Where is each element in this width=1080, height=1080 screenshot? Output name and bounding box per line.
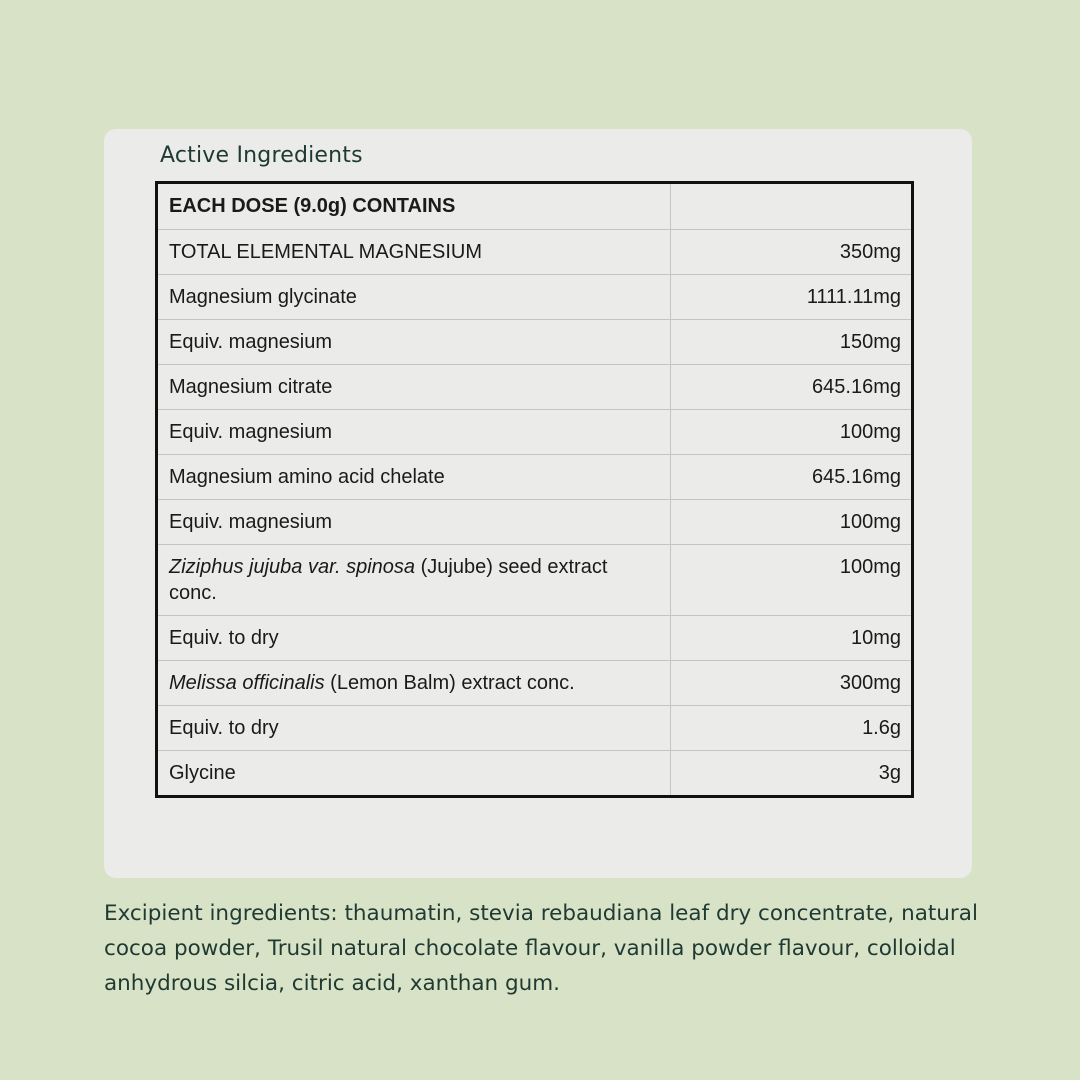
row-value: 100mg bbox=[670, 544, 911, 615]
table-row bbox=[158, 750, 911, 795]
row-label: Magnesium citrate bbox=[158, 364, 670, 409]
row-label: Equiv. to dry bbox=[158, 705, 670, 750]
ingredients-card bbox=[104, 129, 972, 878]
row-value: 1111.11mg bbox=[670, 274, 911, 319]
table-row bbox=[158, 705, 911, 750]
row-value: 150mg bbox=[670, 319, 911, 364]
table-row bbox=[158, 660, 911, 705]
row-label-italic: Melissa officinalis bbox=[169, 671, 325, 694]
row-value: 100mg bbox=[670, 409, 911, 454]
row-label: Equiv. magnesium bbox=[158, 409, 670, 454]
row-value: 645.16mg bbox=[670, 364, 911, 409]
row-label: Magnesium amino acid chelate bbox=[158, 454, 670, 499]
table-row bbox=[158, 274, 911, 319]
table-row bbox=[158, 364, 911, 409]
row-label-rest: (Jujube) seed extract conc. bbox=[169, 555, 608, 604]
row-value: 100mg bbox=[670, 499, 911, 544]
table-header-label: EACH DOSE (9.0g) CONTAINS bbox=[158, 184, 670, 229]
card-title: Active Ingredients bbox=[160, 143, 363, 168]
table-row bbox=[158, 454, 911, 499]
table-header-value bbox=[670, 184, 911, 229]
table-row bbox=[158, 319, 911, 364]
ingredients-table bbox=[155, 181, 914, 798]
row-label: Equiv. magnesium bbox=[158, 319, 670, 364]
row-value: 1.6g bbox=[670, 705, 911, 750]
row-label-italic: Ziziphus jujuba var. spinosa bbox=[169, 555, 416, 578]
row-label bbox=[158, 544, 670, 615]
table-row bbox=[158, 229, 911, 274]
table-row bbox=[158, 544, 911, 615]
row-label: Magnesium glycinate bbox=[158, 274, 670, 319]
table-row bbox=[158, 409, 911, 454]
row-label bbox=[158, 660, 670, 705]
row-label: TOTAL ELEMENTAL MAGNESIUM bbox=[158, 229, 670, 274]
row-value: 300mg bbox=[670, 660, 911, 705]
row-value: 645.16mg bbox=[670, 454, 911, 499]
row-label: Equiv. to dry bbox=[158, 615, 670, 660]
table-header-row bbox=[158, 184, 911, 229]
row-value: 3g bbox=[670, 750, 911, 795]
row-value: 10mg bbox=[670, 615, 911, 660]
table-row bbox=[158, 499, 911, 544]
excipient-ingredients-text: Excipient ingredients: thaumatin, stevia rebaudiana leaf dry concentrate, natural cocoa powder, Trusil natural chocolate flavour, vanilla powder flavour, colloidal anhydrous silcia, citric acid, xanthan gum. bbox=[104, 901, 978, 996]
row-label-rest: (Lemon Balm) extract conc. bbox=[324, 671, 575, 694]
row-label: Glycine bbox=[169, 761, 236, 784]
row-label: Equiv. magnesium bbox=[158, 499, 670, 544]
table-row bbox=[158, 615, 911, 660]
row-value: 350mg bbox=[670, 229, 911, 274]
